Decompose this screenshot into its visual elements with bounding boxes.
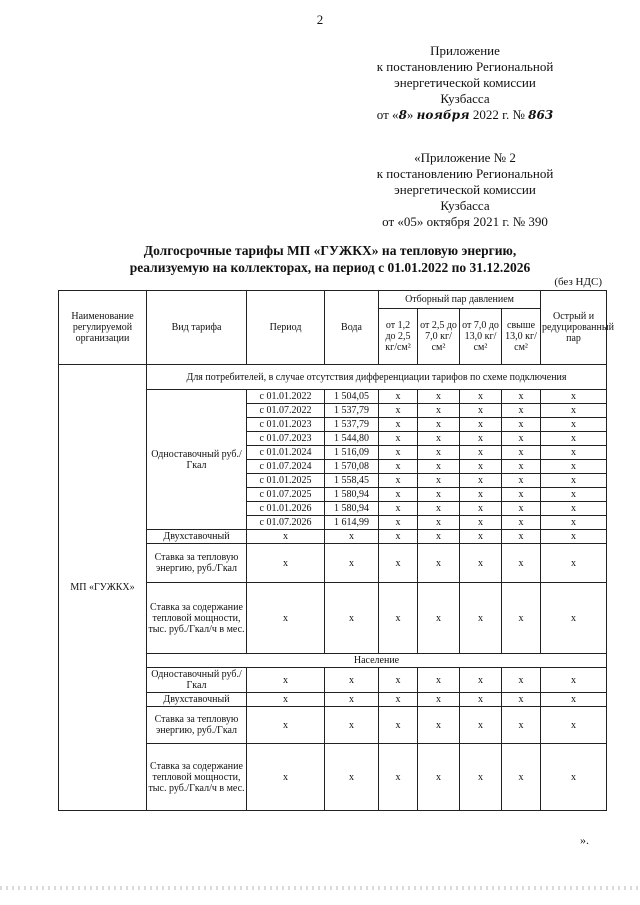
section-consumers: Для потребителей, в случае отсутствия дифференциации тарифов по схеме подключения xyxy=(147,365,607,390)
period-cell: с 01.07.2024 xyxy=(247,460,325,474)
pop-rate-energy-x: x xyxy=(325,707,379,744)
steam-x: x xyxy=(460,460,502,474)
period-cell: с 01.07.2022 xyxy=(247,404,325,418)
header-org: Наименование регулируемой организации xyxy=(59,291,147,365)
pop-rate-capacity-x: x xyxy=(247,744,325,811)
water-value-cell: 1 570,08 xyxy=(325,460,379,474)
rate-energy-x: x xyxy=(325,544,379,583)
vat-note: (без НДС) xyxy=(554,276,602,288)
steam-x: x xyxy=(502,404,541,418)
rate-capacity-x: x xyxy=(541,583,607,654)
appendix-header xyxy=(340,43,590,123)
pop-rate-energy-x: x xyxy=(418,707,460,744)
appendix2-header xyxy=(340,150,590,230)
pop-one-part-x: x xyxy=(247,668,325,693)
date-mid: » xyxy=(406,107,417,122)
one-part-label: Одноставочный руб./Гкал xyxy=(147,390,247,530)
rate-energy-label: Ставка за тепловую энергию, руб./Гкал xyxy=(147,544,247,583)
steam-x: x xyxy=(418,502,460,516)
period-cell: с 01.07.2025 xyxy=(247,488,325,502)
appendix-line-2: к постановлению Региональной xyxy=(376,59,554,74)
pop-rate-capacity-x: x xyxy=(541,744,607,811)
steam-x: x xyxy=(460,418,502,432)
rate-energy-x: x xyxy=(460,544,502,583)
water-value-cell: 1 614,99 xyxy=(325,516,379,530)
pop-rate-energy-x: x xyxy=(541,707,607,744)
steam-x: x xyxy=(418,418,460,432)
steam-x: x xyxy=(502,390,541,404)
pop-rate-capacity-x: x xyxy=(379,744,418,811)
steam-x: x xyxy=(418,460,460,474)
org-cell: МП «ГУЖКХ» xyxy=(59,365,147,811)
pop-one-part-x: x xyxy=(541,668,607,693)
pop-one-part-x: x xyxy=(418,668,460,693)
pop-two-part-x: x xyxy=(418,693,460,707)
steam-x: x xyxy=(379,432,418,446)
date-month-handwritten: ноября xyxy=(416,108,470,122)
rate-capacity-x: x xyxy=(460,583,502,654)
water-value-cell: 1 544,80 xyxy=(325,432,379,446)
pop-rate-capacity-label: Ставка за содержание тепловой мощности, тыс. руб./Гкал/ч в мес. xyxy=(147,744,247,811)
steam-x: x xyxy=(379,502,418,516)
period-cell: с 01.01.2023 xyxy=(247,418,325,432)
period-cell: с 01.01.2022 xyxy=(247,390,325,404)
period-cell: с 01.07.2026 xyxy=(247,516,325,530)
rate-capacity-x: x xyxy=(247,583,325,654)
rate-capacity-x: x xyxy=(502,583,541,654)
pop-two-part-x: x xyxy=(460,693,502,707)
header-pressure-2: от 2,5 до 7,0 кг/см² xyxy=(418,309,460,365)
header-sharp-steam: Острый и редуцированный пар xyxy=(541,291,607,365)
pop-one-part-x: x xyxy=(502,668,541,693)
steam-x: x xyxy=(379,418,418,432)
header-pressure-1: от 1,2 до 2,5 кг/см² xyxy=(379,309,418,365)
steam-x: x xyxy=(460,446,502,460)
header-tariff-type: Вид тарифа xyxy=(147,291,247,365)
pop-rate-capacity-x: x xyxy=(460,744,502,811)
water-value-cell: 1 504,05 xyxy=(325,390,379,404)
header-steam: Отборный пар давлением xyxy=(379,291,541,309)
pop-one-part-x: x xyxy=(325,668,379,693)
steam-x: x xyxy=(418,404,460,418)
header-pressure-3: от 7,0 до 13,0 кг/см² xyxy=(460,309,502,365)
appendix-line-3: энергетической комиссии xyxy=(394,75,536,90)
pop-rate-energy-x: x xyxy=(502,707,541,744)
appendix2-line-5: от «05» октября 2021 г. № 390 xyxy=(382,214,548,229)
appendix-date-line xyxy=(340,107,590,123)
section-row-consumers xyxy=(59,365,607,390)
two-part-label: Двухставочный xyxy=(147,530,247,544)
date-day-handwritten: 8 xyxy=(398,108,407,122)
steam-x: x xyxy=(379,474,418,488)
steam-x: x xyxy=(502,488,541,502)
steam-x: x xyxy=(502,516,541,530)
steam-x: x xyxy=(502,460,541,474)
two-part-x: x xyxy=(418,530,460,544)
tariff-table xyxy=(58,290,614,811)
appendix2-line-3: энергетической комиссии xyxy=(394,182,536,197)
header-row-1 xyxy=(59,291,607,309)
pop-one-part-x: x xyxy=(460,668,502,693)
period-cell: с 01.01.2024 xyxy=(247,446,325,460)
rate-capacity-x: x xyxy=(379,583,418,654)
rate-energy-x: x xyxy=(379,544,418,583)
pop-rate-capacity-x: x xyxy=(502,744,541,811)
steam-x: x xyxy=(541,474,607,488)
appendix-line-4: Кузбасса xyxy=(440,91,490,106)
two-part-x: x xyxy=(541,530,607,544)
pop-two-part-x: x xyxy=(247,693,325,707)
header-period: Период xyxy=(247,291,325,365)
steam-x: x xyxy=(541,446,607,460)
page-number: 2 xyxy=(316,12,324,27)
appendix-line-1: Приложение xyxy=(430,43,500,58)
two-part-x: x xyxy=(247,530,325,544)
steam-x: x xyxy=(460,432,502,446)
pop-one-part-label: Одноставочный руб./Гкал xyxy=(147,668,247,693)
steam-x: x xyxy=(379,446,418,460)
pop-two-part-x: x xyxy=(541,693,607,707)
pop-rate-capacity-x: x xyxy=(325,744,379,811)
doc-number-handwritten: 863 xyxy=(528,108,554,122)
rate-energy-x: x xyxy=(418,544,460,583)
pop-rate-energy-x: x xyxy=(460,707,502,744)
two-part-x: x xyxy=(460,530,502,544)
steam-x: x xyxy=(379,404,418,418)
header-pressure-4: свыше 13,0 кг/см² xyxy=(502,309,541,365)
water-value-cell: 1 537,79 xyxy=(325,404,379,418)
steam-x: x xyxy=(460,390,502,404)
rate-capacity-label: Ставка за содержание тепловой мощности, тыс. руб./Гкал/ч в мес. xyxy=(147,583,247,654)
steam-x: x xyxy=(502,432,541,446)
steam-x: x xyxy=(460,404,502,418)
steam-x: x xyxy=(460,488,502,502)
steam-x: x xyxy=(502,418,541,432)
water-value-cell: 1 580,94 xyxy=(325,488,379,502)
water-value-cell: 1 558,45 xyxy=(325,474,379,488)
period-cell: с 01.01.2025 xyxy=(247,474,325,488)
steam-x: x xyxy=(460,516,502,530)
pop-two-part-label: Двухставочный xyxy=(147,693,247,707)
steam-x: x xyxy=(418,446,460,460)
steam-x: x xyxy=(379,460,418,474)
steam-x: x xyxy=(379,516,418,530)
pop-two-part-x: x xyxy=(502,693,541,707)
appendix2-line-4: Кузбасса xyxy=(440,198,490,213)
closing-mark: ». xyxy=(580,833,589,847)
steam-x: x xyxy=(418,516,460,530)
rate-energy-x: x xyxy=(541,544,607,583)
steam-x: x xyxy=(460,502,502,516)
steam-x: x xyxy=(541,404,607,418)
steam-x: x xyxy=(379,390,418,404)
period-cell: с 01.01.2026 xyxy=(247,502,325,516)
steam-x: x xyxy=(502,474,541,488)
steam-x: x xyxy=(541,390,607,404)
title-line-1: Долгосрочные тарифы МП «ГУЖКХ» на тепловую энергию, xyxy=(143,243,517,258)
rate-energy-x: x xyxy=(502,544,541,583)
pop-rate-energy-x: x xyxy=(247,707,325,744)
steam-x: x xyxy=(541,432,607,446)
two-part-x: x xyxy=(502,530,541,544)
title-line-2: реализуемую на коллекторах, на период с 01.01.2022 по 31.12.2026 xyxy=(129,260,531,275)
pop-one-part-x: x xyxy=(379,668,418,693)
steam-x: x xyxy=(418,488,460,502)
steam-x: x xyxy=(541,502,607,516)
steam-x: x xyxy=(379,488,418,502)
steam-x: x xyxy=(541,488,607,502)
pop-two-part-x: x xyxy=(379,693,418,707)
appendix2-line-2: к постановлению Региональной xyxy=(376,166,554,181)
rate-energy-x: x xyxy=(247,544,325,583)
pop-rate-energy-label: Ставка за тепловую энергию, руб./Гкал xyxy=(147,707,247,744)
steam-x: x xyxy=(418,432,460,446)
water-value-cell: 1 537,79 xyxy=(325,418,379,432)
steam-x: x xyxy=(502,502,541,516)
scan-artifact-line xyxy=(0,886,640,890)
section-population: Население xyxy=(147,654,607,668)
steam-x: x xyxy=(418,390,460,404)
header-water: Вода xyxy=(325,291,379,365)
rate-capacity-x: x xyxy=(418,583,460,654)
water-value-cell: 1 580,94 xyxy=(325,502,379,516)
pop-rate-energy-x: x xyxy=(379,707,418,744)
two-part-x: x xyxy=(379,530,418,544)
period-cell: с 01.07.2023 xyxy=(247,432,325,446)
steam-x: x xyxy=(541,418,607,432)
water-value-cell: 1 516,09 xyxy=(325,446,379,460)
appendix2-line-1: «Приложение № 2 xyxy=(414,150,516,165)
date-suffix: 2022 г. № xyxy=(469,107,529,122)
date-prefix: от « xyxy=(376,107,399,122)
two-part-x: x xyxy=(325,530,379,544)
rate-capacity-x: x xyxy=(325,583,379,654)
pop-rate-capacity-x: x xyxy=(418,744,460,811)
steam-x: x xyxy=(460,474,502,488)
steam-x: x xyxy=(541,516,607,530)
document-title xyxy=(60,242,600,276)
steam-x: x xyxy=(502,446,541,460)
steam-x: x xyxy=(541,460,607,474)
pop-two-part-x: x xyxy=(325,693,379,707)
steam-x: x xyxy=(418,474,460,488)
